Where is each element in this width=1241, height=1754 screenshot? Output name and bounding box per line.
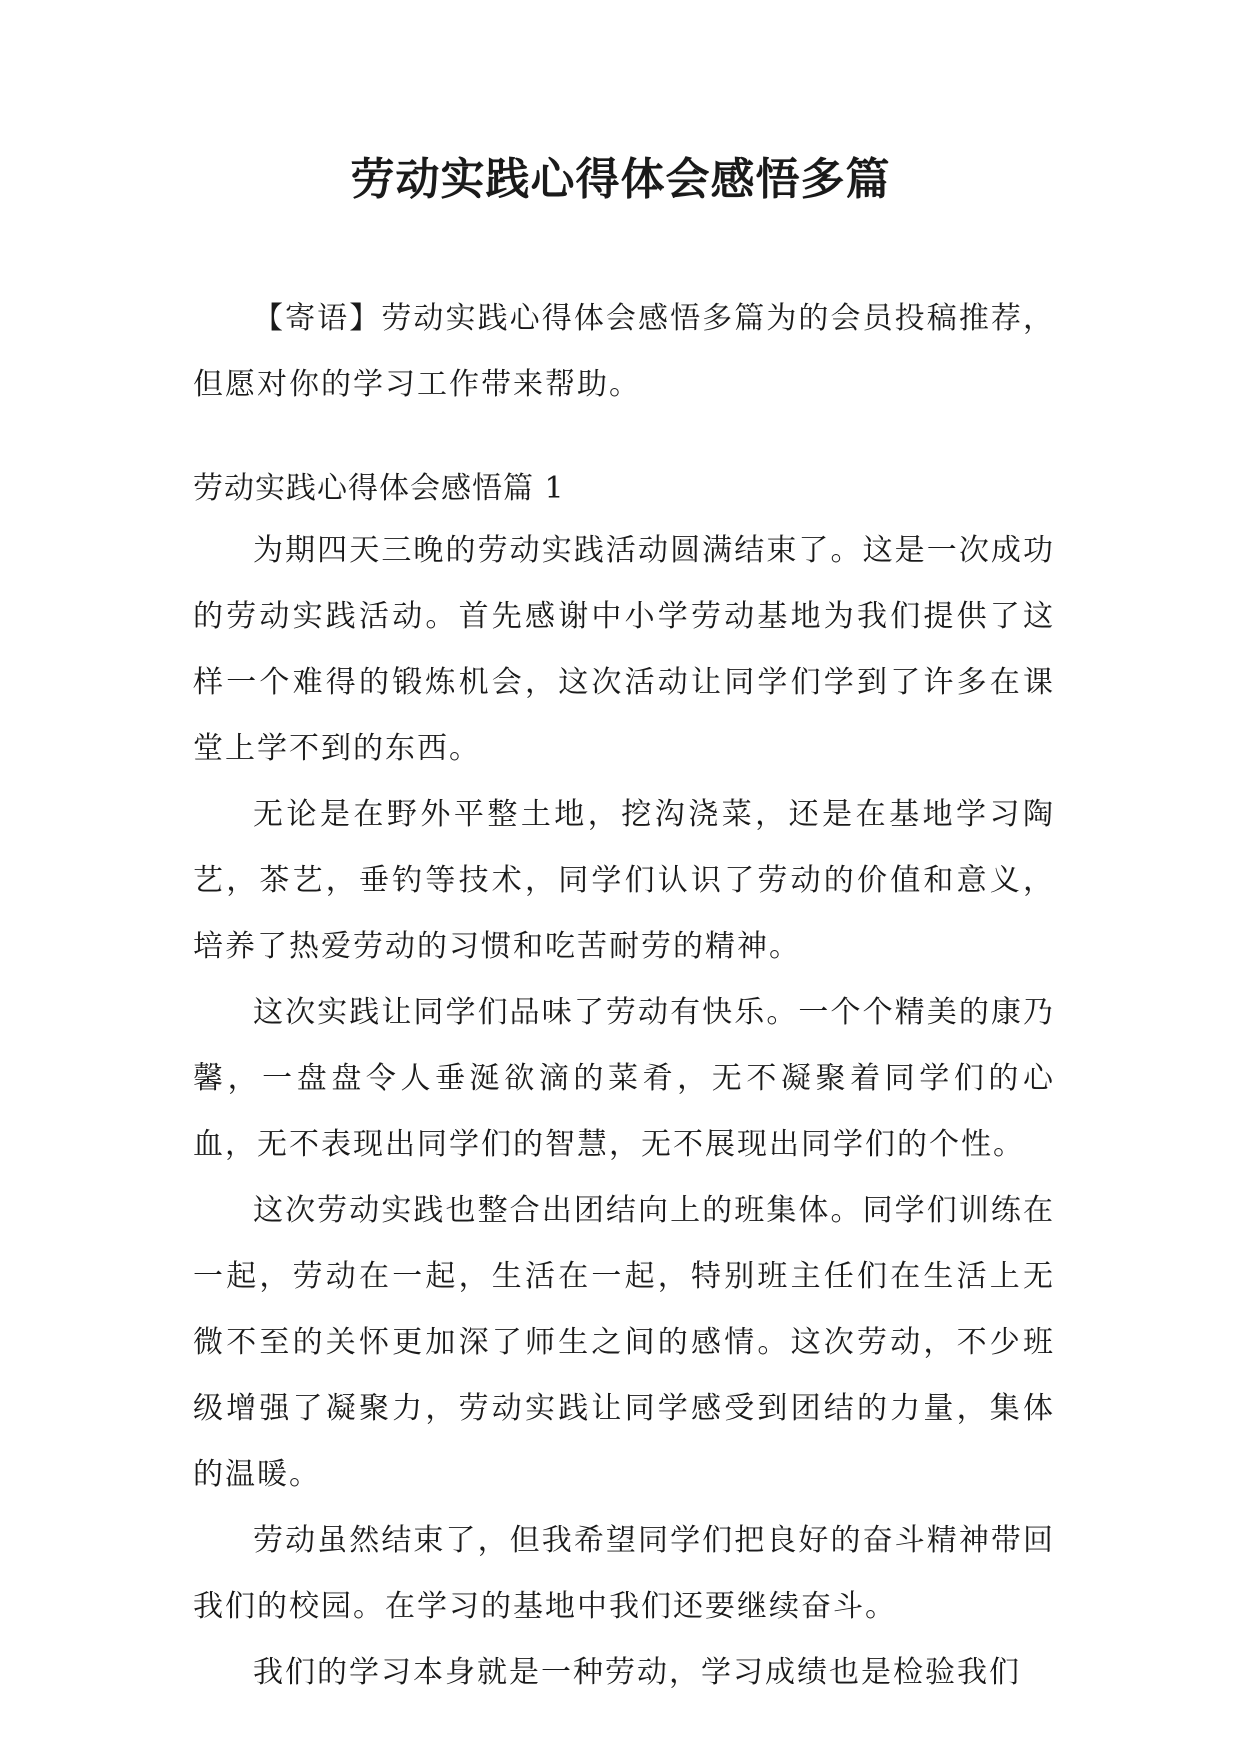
paragraph: 无论是在野外平整土地，挖沟浇菜，还是在基地学习陶艺，茶艺，垂钓等技术，同学们认识了劳动的价值和意义，培养了热爱劳动的习惯和吃苦耐劳的精神。	[193, 797, 1055, 964]
paragraph: 这次实践让同学们品味了劳动有快乐。一个个精美的康乃馨，一盘盘令人垂涎欲滴的菜肴，无不凝聚着同学们的心血，无不表现出同学们的智慧，无不展现出同学们的个性。	[193, 995, 1055, 1162]
paragraph: 劳动虽然结束了，但我希望同学们把良好的奋斗精神带回我们的校园。在学习的基地中我们还要继续奋斗。	[193, 1523, 1055, 1624]
paragraph: 为期四天三晚的劳动实践活动圆满结束了。这是一次成功的劳动实践活动。首先感谢中小学劳动基地为我们提供了这样一个难得的锻炼机会，这次活动让同学们学到了许多在课堂上学不到的东西。	[193, 533, 1055, 766]
document-title: 劳动实践心得体会感悟多篇	[350, 154, 891, 205]
paragraph: 我们的学习本身就是一种劳动，学习成绩也是检验我们	[253, 1655, 1021, 1690]
intro-block	[193, 286, 1055, 418]
intro-paragraph: 【寄语】劳动实践心得体会感悟多篇为的会员投稿推荐，但愿对你的学习工作带来帮助。	[193, 301, 1055, 402]
section-1	[193, 456, 1055, 1706]
paragraph: 这次劳动实践也整合出团结向上的班集体。同学们训练在一起，劳动在一起，生活在一起，特别班主任们在生活上无微不至的关怀更加深了师生之间的感情。这次劳动，不少班级增强了凝聚力，劳动实践让同学感受到团结的力量，集体的温暖。	[193, 1193, 1055, 1492]
section-heading: 劳动实践心得体会感悟篇 1	[193, 471, 565, 506]
